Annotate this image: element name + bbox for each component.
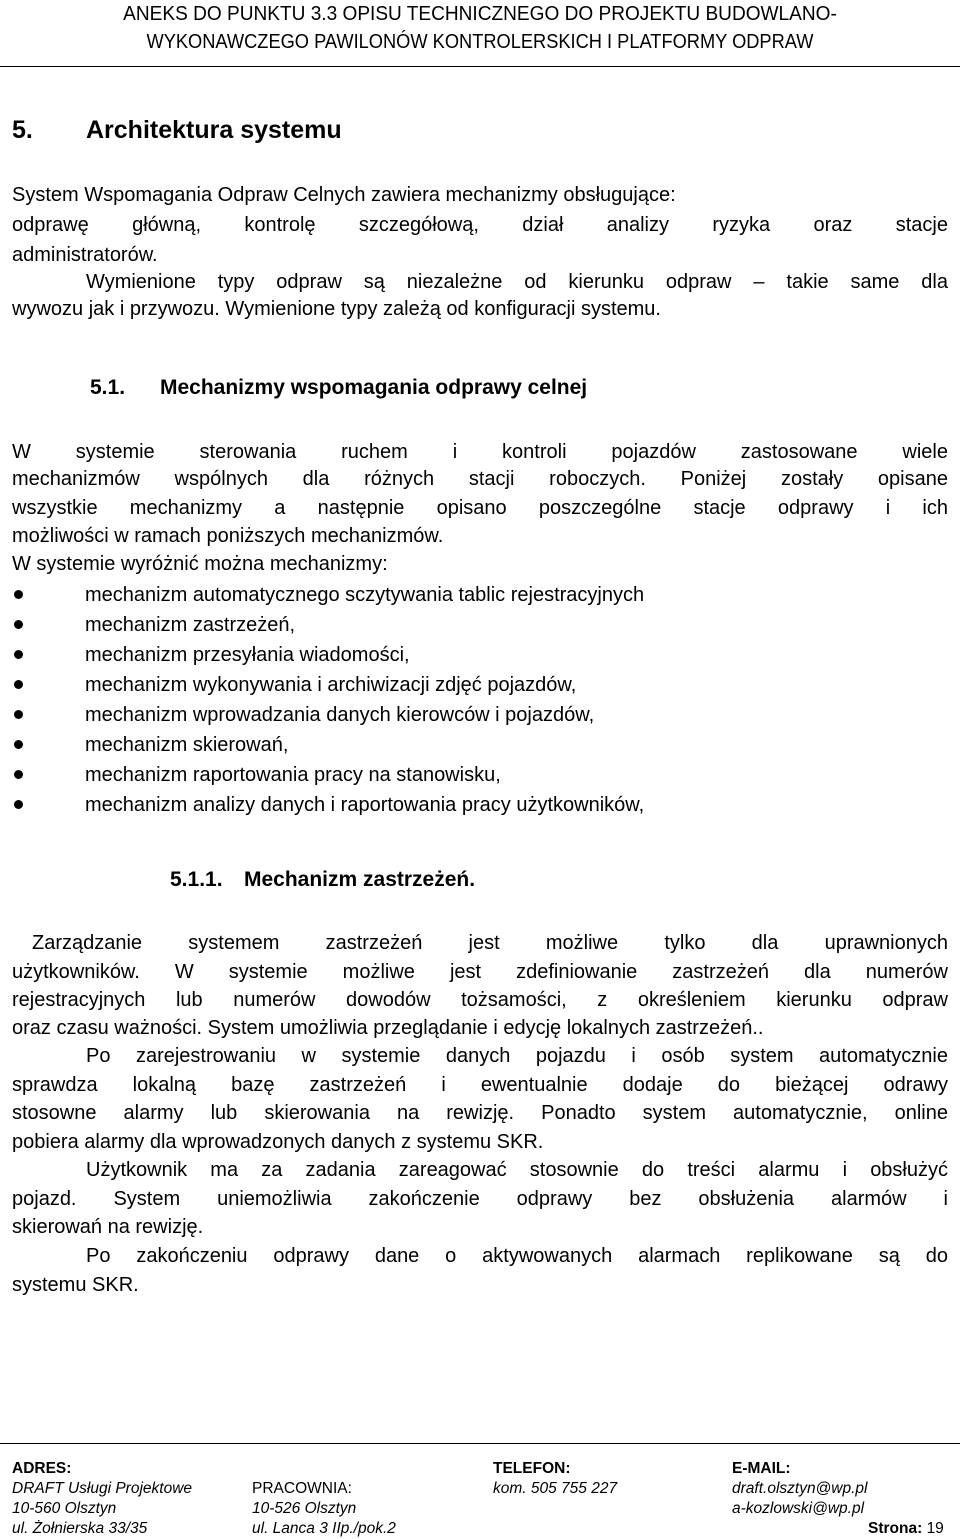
mechanism-list [12,580,948,820]
subsubsection-heading [170,868,475,892]
bullet-icon [14,800,23,809]
body-line: rejestracyjnych lub numerów dowodów tożsamości, z określeniem kierunku odpraw [12,989,948,1011]
body-line-text: Zarządzanie systemem zastrzeżeń jest możliwe tylko dla uprawnionych [32,932,948,954]
body-line: pobiera alarmy dla wprowadzonych danych z systemu SKR. [12,1131,544,1153]
footer-studio-street: ul. Lanca 3 IIp./pok.2 [252,1520,396,1537]
subsubsection-number: 5.1.1. [170,868,223,891]
intro-line-text: Wymienione typy odpraw są niezależne od kierunku odpraw – takie same dla [86,271,948,293]
bullet-icon [14,590,23,599]
list-item [12,760,948,790]
footer-email-label: E-MAIL: [732,1460,791,1477]
list-item-text: mechanizm wprowadzania danych kierowców i pojazdów, [85,704,595,726]
intro-line [12,267,948,297]
bullet-icon [14,680,23,689]
list-item [12,700,948,730]
sub-line: mechanizmów wspólnych dla różnych stacji roboczych. Poniżej zostały opisane [12,468,948,490]
body-line: pojazd. System uniemożliwia zakończenie odprawy bez obsłużenia alarmów i [12,1188,948,1210]
bullet-icon [14,710,23,719]
body-line: stosowne alarmy lub skierowania na rewizję. Ponadto system automatycznie, online [12,1102,948,1124]
sub-line: W systemie sterowania ruchem i kontroli pojazdów zastosowane wiele [12,441,948,463]
subsubsection-title: Mechanizm zastrzeżeń. [244,868,476,891]
footer-postal: 10-560 Olsztyn [12,1500,117,1517]
body-line-text: Po zakończeniu odprawy dane o aktywowanych alarmach replikowane są do [86,1245,948,1267]
footer-studio-label: PRACOWNIA: [252,1480,352,1497]
body-line: systemu SKR. [12,1274,139,1296]
intro-line: wywozu jak i przywozu. Wymienione typy zależą od konfiguracji systemu. [12,298,661,320]
bullet-icon [14,770,23,779]
list-item [12,640,948,670]
page-number [868,1519,944,1539]
footer-studio-postal: 10-526 Olsztyn [252,1500,357,1517]
body-line-text: Po zarejestrowaniu w systemie danych pojazdu i osób system automatycznie [86,1045,948,1067]
page-number-value: 19 [926,1520,944,1537]
body-line [12,1155,948,1185]
subsection-number: 5.1. [90,376,126,399]
footer-street: ul. Żołnierska 33/35 [12,1520,148,1537]
section-number: 5. [12,116,33,144]
body-line-text: Użytkownik ma za zadania zareagować stosownie do treści alarmu i obsłużyć [86,1159,948,1181]
subsection-title: Mechanizmy wspomagania odprawy celnej [160,376,588,399]
section-heading [12,116,342,145]
list-item [12,670,948,700]
list-item [12,730,948,760]
body-line: sprawdza lokalną bazę zastrzeżeń i ewentualnie dodaje do bieżącej odrawy [12,1074,948,1096]
list-item-text: mechanizm raportowania pracy na stanowisku, [85,764,501,786]
footer-address-label: ADRES: [12,1460,72,1477]
bullet-icon [14,740,23,749]
list-item-text: mechanizm automatycznego sczytywania tablic rejestracyjnych [85,584,645,606]
bullet-icon [14,650,23,659]
page-number-label: Strona: [868,1520,923,1537]
body-line [12,928,948,958]
list-item-text: mechanizm przesyłania wiadomości, [85,644,410,666]
section-title: Architektura systemu [86,116,342,144]
footer-email [732,1459,867,1519]
footer-phone-label: TELEFON: [493,1460,571,1477]
sub-line: W systemie wyróżnić można mechanizmy: [12,553,388,575]
footer-divider [0,1443,960,1444]
list-item-text: mechanizm skierowań, [85,734,289,756]
intro-line: odprawę główną, kontrolę szczegółową, dział analizy ryzyka oraz stacje [12,214,948,236]
footer-studio [252,1459,396,1539]
body-line: użytkowników. W systemie możliwe jest zdefiniowanie zastrzeżeń dla numerów [12,961,948,983]
footer-company: DRAFT Usługi Projektowe [12,1480,193,1497]
subsection-heading [90,376,587,400]
list-item-text: mechanizm wykonywania i archiwizacji zdjęć pojazdów, [85,674,577,696]
body-line [12,1041,948,1071]
footer-address [12,1459,192,1539]
intro-line: System Wspomagania Odpraw Celnych zawiera mechanizmy obsługujące: [12,184,676,206]
footer-email-2[interactable]: a-kozlowski@wp.pl [732,1500,865,1517]
header-line-2: WYKONAWCZEGO PAWILONÓW KONTROLERSKICH I PLATFORMY ODPRAW [146,30,814,53]
list-item-text: mechanizm analizy danych i raportowania pracy użytkowników, [85,794,645,816]
sub-line: wszystkie mechanizmy a następnie opisano poszczególne stacje odprawy i ich [12,497,948,519]
list-item [12,580,948,610]
body-line: skierowań na rewizję. [12,1216,204,1238]
list-item-text: mechanizm zastrzeżeń, [85,614,296,636]
body-line [12,1241,948,1271]
header-line-1: ANEKS DO PUNKTU 3.3 OPISU TECHNICZNEGO DO PROJEKTU BUDOWLANO- [123,2,837,25]
page-header [0,0,960,56]
footer-email-1[interactable]: draft.olsztyn@wp.pl [732,1480,868,1497]
list-item [12,610,948,640]
list-item [12,790,948,820]
footer-phone-number: kom. 505 755 227 [493,1480,618,1497]
footer-phone [493,1459,617,1499]
body-line: oraz czasu ważności. System umożliwia przeglądanie i edycję lokalnych zastrzeżeń.. [12,1017,764,1039]
sub-line: możliwości w ramach poniższych mechanizmów. [12,525,444,547]
intro-line: administratorów. [12,244,158,266]
header-divider [0,66,960,67]
bullet-icon [14,620,23,629]
